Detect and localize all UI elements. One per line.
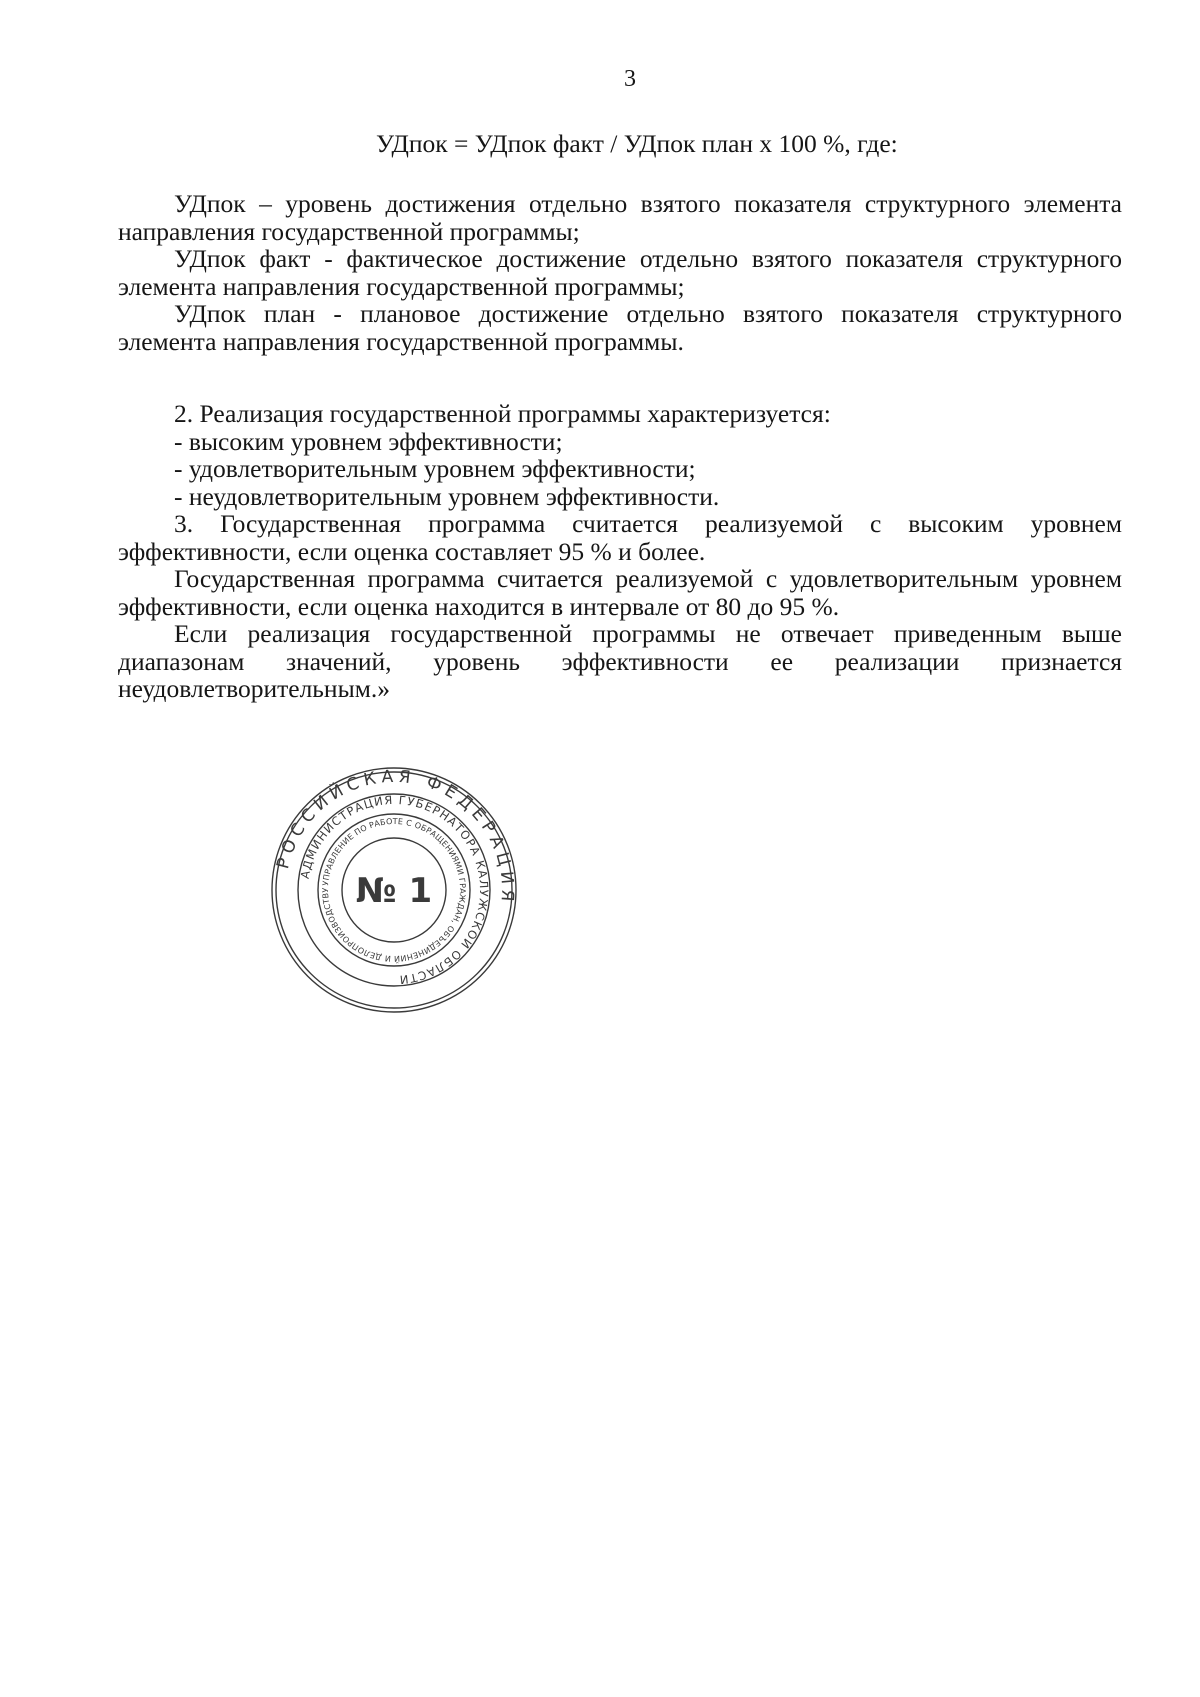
page-number: 3 (624, 66, 636, 92)
section-3-paragraph: Государственная программа считается реализуемой с удовлетворительным уровнем эффективности, если оценка находится в интервале от 80 до 95 %. (118, 564, 1122, 621)
list-item: - неудовлетворительным уровнем эффективности. (174, 481, 720, 511)
seal-inner-text: УПРАВЛЕНИЕ ПО РАБОТЕ С ОБРАЩЕНИЯМИ ГРАЖДАН, ОБЪЕДИНЕНИЙ И ДЕЛОПРОИЗВОДСТВУ (320, 816, 468, 964)
evaluation-block (118, 400, 1122, 703)
seal-number: № 1 (355, 871, 433, 911)
definition-paragraph: УДпок план - плановое достижение отдельно взятого показателя структурного элемента направления государственной программы. (118, 299, 1122, 356)
section-2-intro: 2. Реализация государственной программы характеризуется: (174, 399, 831, 428)
seal-middle-text: АДМИНИСТРАЦИЯ ГУБЕРНАТОРА КАЛУЖСКОЙ ОБЛАСТИ (297, 792, 492, 987)
formula-line: УДпок = УДпок факт / УДпок план x 100 %, где: (376, 129, 898, 158)
definitions-block (118, 190, 1122, 355)
seal-outer-text: РОССИЙСКАЯ ФЕДЕРАЦИЯ (273, 766, 518, 907)
list-item: - удовлетворительным уровнем эффективности; (174, 454, 696, 483)
section-3-paragraph: 3. Государственная программа считается реализуемой с высоким уровнем эффективности, если оценка составляет 95 % и более. (118, 509, 1122, 566)
definition-paragraph: УДпок факт - фактическое достижение отдельно взятого показателя структурного элемента направления государственной программы; (118, 244, 1122, 301)
list-item: - высоким уровнем эффективности; (174, 426, 563, 456)
definition-paragraph: УДпок – уровень достижения отдельно взятого показателя структурного элемента направления государственной программы; (118, 189, 1122, 246)
seal-lettering (273, 767, 517, 987)
section-3-paragraph: Если реализация государственной программы не отвечает приведенным выше диапазонам значений, уровень эффективности ее реализации признается неудовлетворительным.» (118, 619, 1122, 703)
official-seal (268, 764, 520, 1016)
